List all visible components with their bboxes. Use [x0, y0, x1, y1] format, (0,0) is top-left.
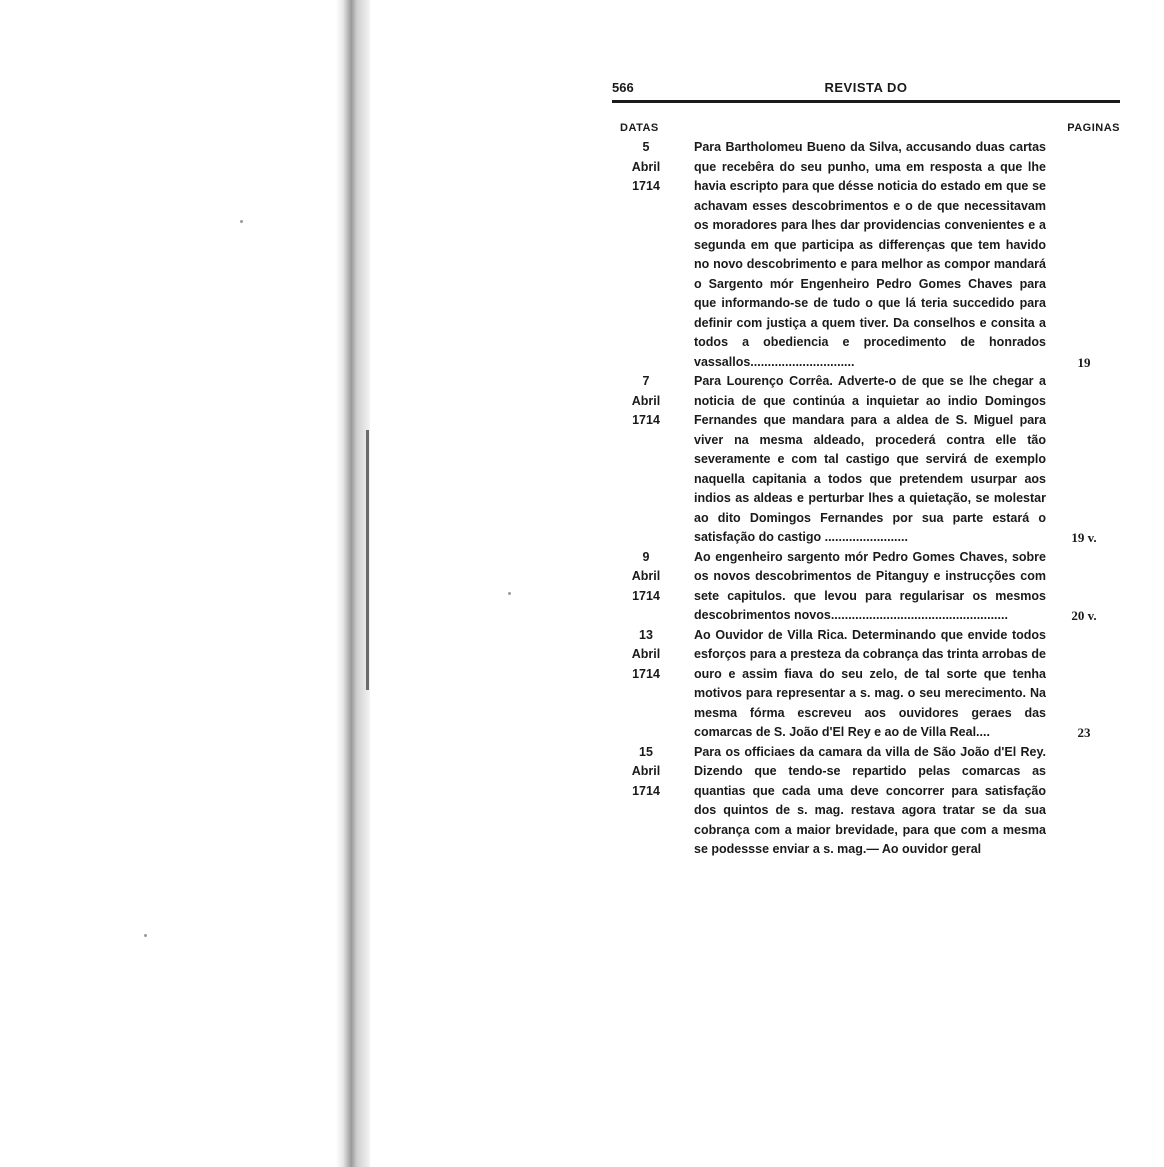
paper-speck	[508, 592, 511, 595]
entry-day: 9	[642, 549, 650, 564]
list-item	[612, 743, 1120, 860]
entry-date	[626, 138, 666, 197]
entry-month: Abril	[631, 569, 661, 583]
paper-speck	[144, 934, 147, 937]
page-number: 566	[612, 80, 634, 95]
entry-date	[626, 372, 666, 431]
list-item	[612, 548, 1120, 626]
entry-month: Abril	[631, 764, 661, 778]
running-title: REVISTA DO	[824, 80, 908, 95]
entry-day: 15	[639, 744, 653, 759]
binding-edge-line	[366, 430, 369, 690]
binding-gutter	[336, 0, 370, 1167]
entry-page-ref: 19	[1077, 354, 1091, 370]
entry-text: Ao Ouvidor de Villa Rica. Determinando que envide todos esforços para a presteza da cobrança das trinta arrobas de ouro e assim fiava do seu zelo, de tal sorte que tenha motivos para representar a s. mag. o seu merecimento. Na mesma fórma escreveu aos ouvidores geraes das comarcas de S. João d'El Rey e ao de Villa Real....	[694, 627, 1046, 739]
entry-text: Para os officiaes da camara da villa de São João d'El Rey. Dizendo que tendo-se repartido pelas comarcas as quantias que cada uma deve concorrer para satisfação dos quintos de s. mag. restava agora tratar se da sua cobrança com a maior brevidade, para que com a mesma se podessse enviar a s. mag.— Ao ouvidor geral	[694, 744, 1046, 856]
entry-text: Ao engenheiro sargento mór Pedro Gomes Chaves, sobre os novos descobrimentos de Pitanguy e instrucções com sete capitulos. que levou para regularisar os mesmos descobrimentos novos...................................................	[694, 549, 1046, 622]
entry-year: 1714	[632, 783, 660, 798]
column-heading-paginas: PAGINAS	[1067, 122, 1120, 134]
entry-date	[626, 743, 666, 802]
entries-list	[612, 138, 1120, 860]
paper-speck	[240, 220, 243, 223]
column-heading-datas: DATAS	[620, 122, 659, 134]
entry-page-ref: 23	[1077, 725, 1091, 740]
entry-year: 1714	[632, 588, 660, 603]
entry-date	[626, 548, 666, 607]
entry-page-ref: 20 v.	[1071, 608, 1097, 623]
entry-year: 1714	[632, 413, 660, 427]
list-item	[612, 372, 1120, 548]
list-item	[612, 626, 1120, 743]
entry-year: 1714	[632, 179, 660, 193]
page-header	[612, 76, 1120, 102]
entry-day: 7	[642, 374, 650, 388]
entry-text: Para Lourenço Corrêa. Adverte-o de que se lhe chegar a noticia de que continúa a inquietar ao indio Domingos Fernandes que mandara para a aldea de S. Miguel para viver na mesma aldeado, procederá contra elle tão severamente e com tal castigo que servirá de exemplo naquella capitania a todos que pretendem usurpar aos indios as aldeas e perturbar lhes a quietação, se molestar ao dito Domingos Fernandes por sua parte estará o satisfação do castigo ........................	[694, 374, 1046, 544]
entry-day: 5	[642, 140, 650, 154]
entry-month: Abril	[631, 647, 661, 661]
entry-month: Abril	[631, 393, 661, 408]
list-item	[612, 138, 1120, 372]
entry-date	[626, 626, 666, 685]
entry-year: 1714	[632, 666, 660, 681]
entry-page-ref: 19 v.	[1071, 530, 1097, 545]
entry-text: Para Bartholomeu Bueno da Silva, accusando duas cartas que recebêra do seu punho, uma em resposta a que lhe havia escripto para que désse noticia do estado em que se achavam esses descobrimentos e o de que necessitavam os moradores para lhes dar providencias convenientes e a segunda em que participa as differenças que tem havido no novo descobrimento e para melhor as compor mandará o Sargento mór Engenheiro Pedro Gomes Chaves para que informando-se de tudo o que lá teria succedido para definir com justiça a quem tiver. Da conselhos e consita a todos a obediencia e procedimento de honrados vassallos..............................	[694, 140, 1046, 369]
entry-month: Abril	[631, 159, 661, 174]
document-page	[612, 76, 1120, 860]
entry-day: 13	[639, 627, 653, 642]
column-headings	[612, 102, 1120, 138]
